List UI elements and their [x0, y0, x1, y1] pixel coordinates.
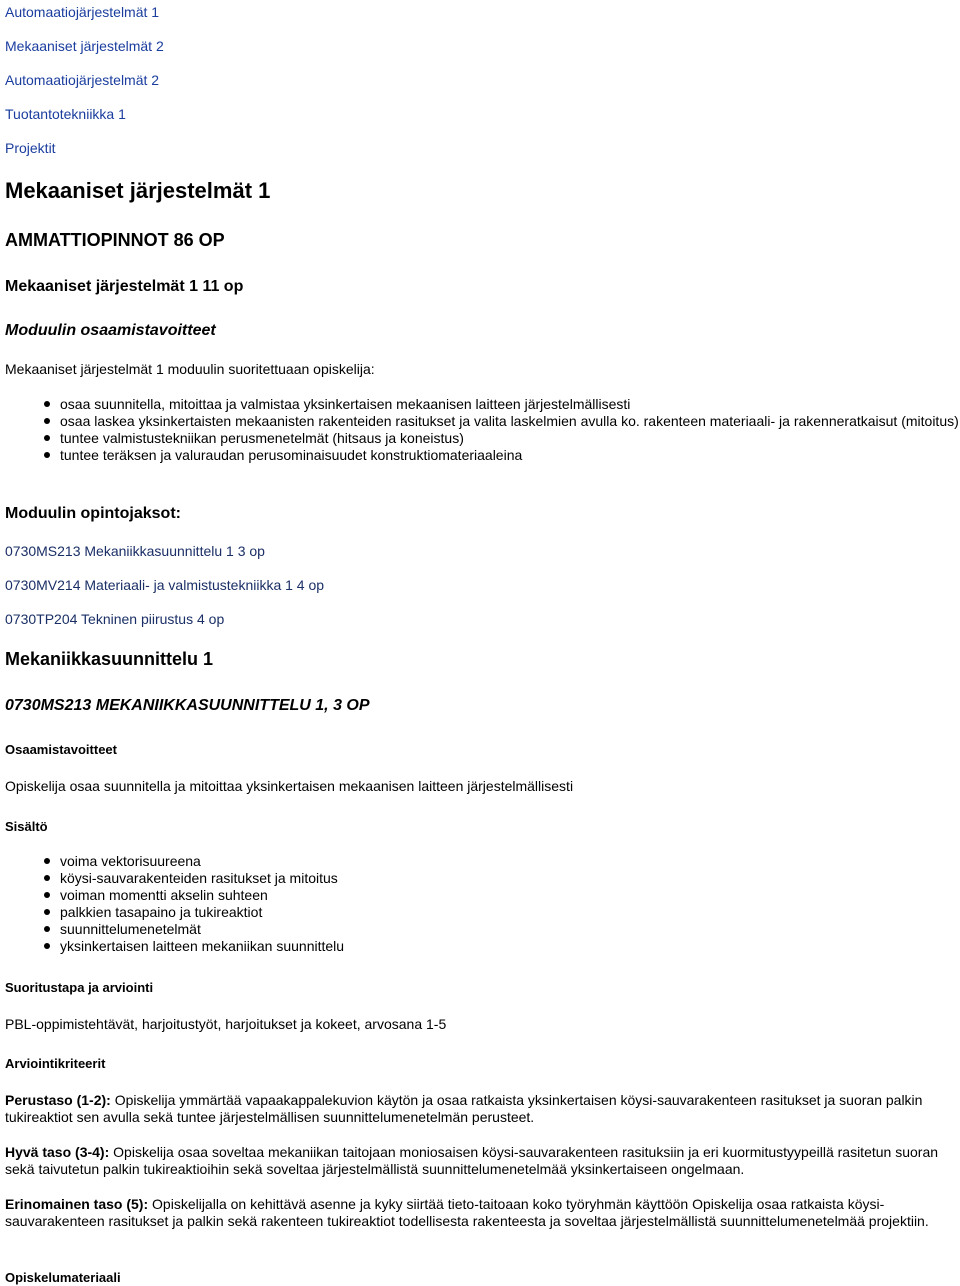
nav-link-projektit[interactable]: Projektit	[5, 140, 56, 156]
bullet-icon	[44, 418, 50, 424]
criteria-heading: Arviointikriteerit	[5, 1056, 106, 1071]
criteria-good: Hyvä taso (3-4): Opiskelija osaa soveltaa mekaniikan taitojaan moniosaisen köysi-sauvarakenteen rasituksiin ja eri kuormitustyypeillä rasitetun suoran sekä taivutetun palkin tukireaktioihin sekä soveltaa järjestelmällistä suunnittelumenetelmää yksinkertaiseen ongelmaan.	[5, 1144, 939, 1177]
list-item: palkkien tasapaino ja tukireaktiot	[60, 904, 960, 921]
list-item: köysi-sauvarakenteiden rasitukset ja mitoitus	[60, 870, 960, 887]
course-link-ms213[interactable]: 0730MS213 Mekaniikkasuunnittelu 1 3 op	[5, 543, 265, 559]
list-item: suunnittelumenetelmät	[60, 921, 960, 938]
list-item: voima vektorisuureena	[60, 853, 960, 870]
bullet-icon	[44, 875, 50, 881]
criteria-basic: Perustaso (1-2): Opiskelija ymmärtää vapaakappalekuvion käytön ja osaa ratkaista yksinkertaisen köysi-sauvarakenteen rasitukset ja suoran palkin tukireaktiot sen avulla sekä tuntee järjestelmällisen suunnittelumenetelmän perusteet.	[5, 1092, 923, 1125]
objectives-intro: Mekaaniset järjestelmät 1 moduulin suoritettuaan opiskelija:	[5, 361, 375, 377]
bullet-icon	[44, 909, 50, 915]
course-title: Mekaniikkasuunnittelu 1	[5, 649, 214, 669]
course-link-tp204[interactable]: 0730TP204 Tekninen piirustus 4 op	[5, 611, 225, 627]
bullet-icon	[44, 943, 50, 949]
content-heading: Sisältö	[5, 819, 48, 834]
list-item: tuntee teräksen ja valuraudan perusominaisuudet konstruktiomateriaaleina	[60, 447, 960, 464]
bullet-icon	[44, 401, 50, 407]
method-text: PBL-oppimistehtävät, harjoitustyöt, harjoitukset ja kokeet, arvosana 1-5	[5, 1016, 447, 1032]
nav-link-tuotantotekniikka-1[interactable]: Tuotantotekniikka 1	[5, 106, 126, 122]
goals-text: Opiskelija osaa suunnitella ja mitoittaa yksinkertaisen mekaanisen laitteen järjestelmällisesti	[5, 778, 574, 794]
nav-link-automaatio-2[interactable]: Automaatiojärjestelmät 2	[5, 72, 160, 88]
objectives-heading: Moduulin osaamistavoitteet	[5, 322, 216, 339]
list-item: osaa laskea yksinkertaisten mekaanisten rakenteiden rasitukset ja valita laskelmien avulla ko. rakenteen materiaali- ja rakenneratkaisut (mitoitus)	[60, 413, 960, 430]
method-heading: Suoritustapa ja arviointi	[5, 980, 154, 995]
nav-link-mekaaniset-2[interactable]: Mekaaniset järjestelmät 2	[5, 38, 164, 54]
list-item: osaa suunnitella, mitoittaa ja valmistaa yksinkertaisen mekaanisen laitteen järjestelmällisesti	[60, 396, 960, 413]
page-title: Mekaaniset järjestelmät 1	[5, 178, 271, 203]
list-item: tuntee valmistustekniikan perusmenetelmät (hitsaus ja koneistus)	[60, 430, 960, 447]
list-item: voiman momentti akselin suhteen	[60, 887, 960, 904]
bullet-icon	[44, 926, 50, 932]
objectives-list	[5, 396, 960, 464]
nav-link-automaatio-1[interactable]: Automaatiojärjestelmät 1	[5, 4, 160, 20]
bullet-icon	[44, 858, 50, 864]
bullet-icon	[44, 452, 50, 458]
bullet-icon	[44, 435, 50, 441]
list-item: yksinkertaisen laitteen mekaniikan suunnittelu	[60, 938, 960, 955]
courses-heading: Moduulin opintojaksot:	[5, 505, 181, 522]
section-title: AMMATTIOPINNOT 86 OP	[5, 230, 225, 250]
course-code-title: 0730MS213 MEKANIIKKASUUNNITTELU 1, 3 OP	[5, 697, 370, 714]
goals-heading: Osaamistavoitteet	[5, 742, 117, 757]
bullet-icon	[44, 892, 50, 898]
materials-heading: Opiskelumateriaali	[5, 1270, 121, 1285]
content-list	[5, 853, 960, 955]
criteria-excellent: Erinomainen taso (5): Opiskelijalla on kehittävä asenne ja kyky siirtää tieto-taitoaan koko työryhmän käyttöön Opiskelija osaa ratkaista köysi-sauvarakenteen rasitukset ja palkin sekä rakenteen tukireaktiot todellisesta rakenteesta ja soveltaa järjestelmällistä suunnittelumenetelmää projektiin.	[5, 1196, 929, 1229]
course-link-mv214[interactable]: 0730MV214 Materiaali- ja valmistustekniikka 1 4 op	[5, 577, 325, 593]
module-title: Mekaaniset järjestelmät 1 11 op	[5, 278, 244, 295]
